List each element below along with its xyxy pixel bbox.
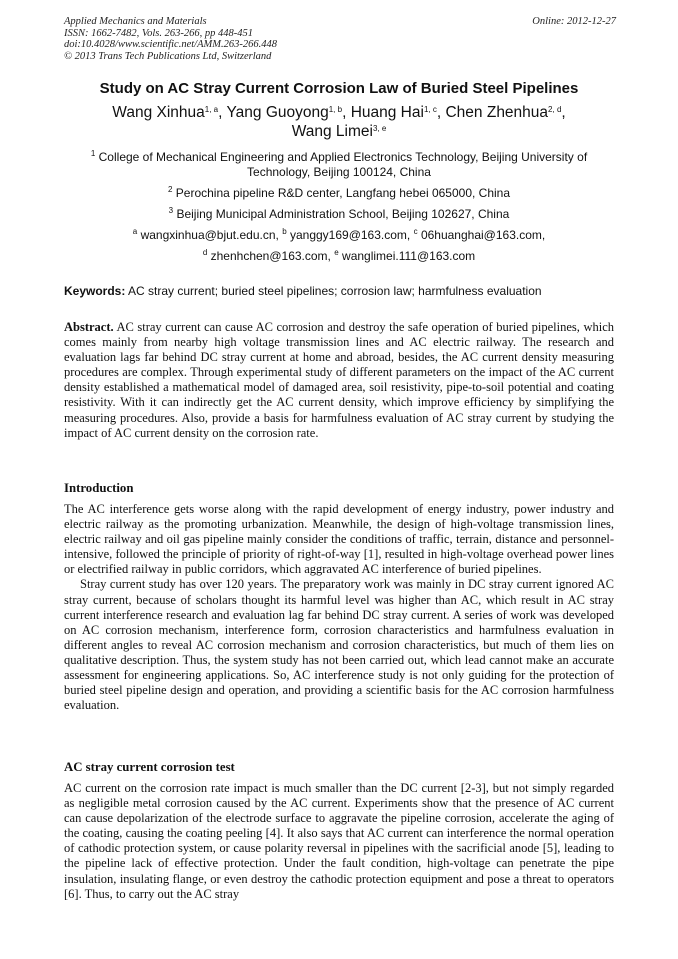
affiliation-sup: 2 (167, 185, 173, 194)
section-heading-ac-test: AC stray current corrosion test (64, 760, 235, 774)
doi-line[interactable]: doi:10.4028/www.scientific.net/AMM.263-266.448 (64, 39, 277, 50)
email-address[interactable]: wanglimei.111@163.com (342, 249, 476, 263)
paragraph: AC current on the corrosion rate impact is much smaller than the DC current [2-3], but not simply regarded as negligible metal corrosion caused by the AC current. Experiments show that the presence of AC current can cause depolarization of the electrode surface to aggravate the pipeline corrosion, accelerate the aging of the coating, causing the coating peeling [4]. It also says that AC current can interference the normal operation of cathodic protection system, or cause polarity reversal in pipelines with the sacrificial anode [5], leading to the pipeline lack of effective protection. Under the fault condition, high-voltage can penetrate the pipe insulation, insulating flange, or even destroy the cathodic protection equipment and pose a threat to operators [6]. Thus, to carry out the AC stray (64, 781, 614, 901)
author-list: Wang Xinhua$^{1, a}$, Yang Guoyong$^{1, b}$, Huang Hai$^{1, c}$, Chen Zhenhua$^{2, d}$, Wang Limei$^{3, e}$ (112, 104, 566, 140)
author-name: Wang Limei (291, 123, 373, 140)
email-sup: b (282, 227, 287, 236)
keywords-text: AC stray current; buried steel pipelines; corrosion law; harmfulness evaluation (128, 284, 542, 298)
author-sup: 1, b (328, 105, 343, 114)
email-sup: c (413, 227, 418, 236)
affiliation-text: Beijing Municipal Administration School, Beijing 102627, China (176, 207, 510, 221)
affiliation-sup: 1 (90, 149, 96, 158)
email-address[interactable]: wangxinhua@bjut.edu.cn, (140, 228, 279, 242)
email-sup: d (202, 248, 208, 257)
section-ac-test (64, 781, 614, 902)
section-introduction (64, 502, 614, 713)
copyright-line: © 2013 Trans Tech Publications Ltd, Switzerland (64, 50, 272, 62)
author-sup: 1, c (423, 105, 437, 114)
keywords-label: Keywords: (64, 284, 126, 298)
email-address[interactable]: 06huanghai@163.com, (420, 228, 546, 242)
email-sup: e (334, 248, 339, 257)
affiliation-text: College of Mechanical Engineering and Applied Electronics Technology, Beijing University of Technology, Beijing 100124, China (98, 150, 588, 179)
email-line (70, 249, 608, 264)
author-name: Chen Zhenhua (445, 104, 549, 121)
keywords (64, 284, 619, 299)
paper-title: Study on AC Stray Current Corrosion Law of Buried Steel Pipelines (99, 80, 579, 97)
affiliation-sup: 3 (168, 206, 174, 215)
email-sup: a (132, 227, 138, 236)
affiliation (70, 150, 608, 179)
affiliation (70, 186, 608, 201)
author-sup: 3, e (372, 124, 387, 133)
affiliation (70, 207, 608, 222)
abstract (64, 320, 614, 441)
author-name: Huang Hai (350, 104, 424, 121)
email-address[interactable]: yanggy169@163.com, (289, 228, 411, 242)
author-name: Yang Guoyong (226, 104, 329, 121)
affiliation-text: Perochina pipeline R&D center, Langfang hebei 065000, China (175, 186, 511, 200)
author-sup: 2, d (548, 105, 562, 114)
email-address[interactable]: zhenhchen@163.com, (210, 249, 331, 263)
issn-line: ISSN: 1662-7482, Vols. 263-266, pp 448-451 (64, 27, 253, 39)
paragraph: Stray current study has over 120 years. The preparatory work was mainly in DC stray current ignored AC stray current, because of scholars thought its harmful level was higher than AC, which result in AC stray current interference research and evaluation lag far behind DC stray current. A series of work was developed on AC corrosion mechanism, interference form, corrosion characteristics and harmfulness evaluation in different angles to reveal AC corrosion mechanism and corrosion characteristics, but much of them lies on qualitative description. Thus, the system study has not been carried out, which lead cannot make an accurate assessment for engineering applications. So, AC interference study is not only guiding for the protection of buried steel pipeline design and operation, and providing a scientific basis for the AC corrosion harmfulness evaluation. (64, 577, 614, 713)
journal-name: Applied Mechanics and Materials (64, 16, 207, 27)
abstract-text: AC stray current can cause AC corrosion and destroy the safe operation of buried pipelines, which comes mainly from nearby high voltage transmission lines and AC electric railway. The research and evaluation lags far behind DC stray current at home and abroad, besides, the AC current density measuring procedures are complex. Through experimental study of different parameters on the impact of the AC current density established a mathematical model of damaged area, soil resistivity, pipe-to-soil potential and coating resistivity. With it can indirectly get the AC current density, which improve efficiency by simplifying the measuring procedures. Also, provide a basis for harmfulness evaluation of AC stray current by studying the impact of AC current density on the corrosion rate. (64, 320, 614, 440)
email-line (70, 228, 608, 243)
journal-header (64, 16, 277, 62)
section-heading-introduction: Introduction (64, 481, 134, 495)
online-date: Online: 2012-12-27 (532, 16, 616, 27)
author-name: Wang Xinhua (112, 104, 205, 121)
author-sup: 1, a (204, 105, 219, 114)
abstract-label: Abstract. (64, 320, 114, 334)
paragraph: The AC interference gets worse along with the rapid development of energy industry, power industry and electric railway as the promoting urbanization. Meanwhile, the design of high-voltage transmission lines, electric railway and oil gas pipeline mainly consider the conditions of traffic, terrain, distance and personnel-intensive, followed the principle of priority of right-of-way [1], resulted in high-voltage overhead power lines or electrified railway in public corridors, which aggravated AC interference of buried pipelines. (64, 502, 614, 577)
